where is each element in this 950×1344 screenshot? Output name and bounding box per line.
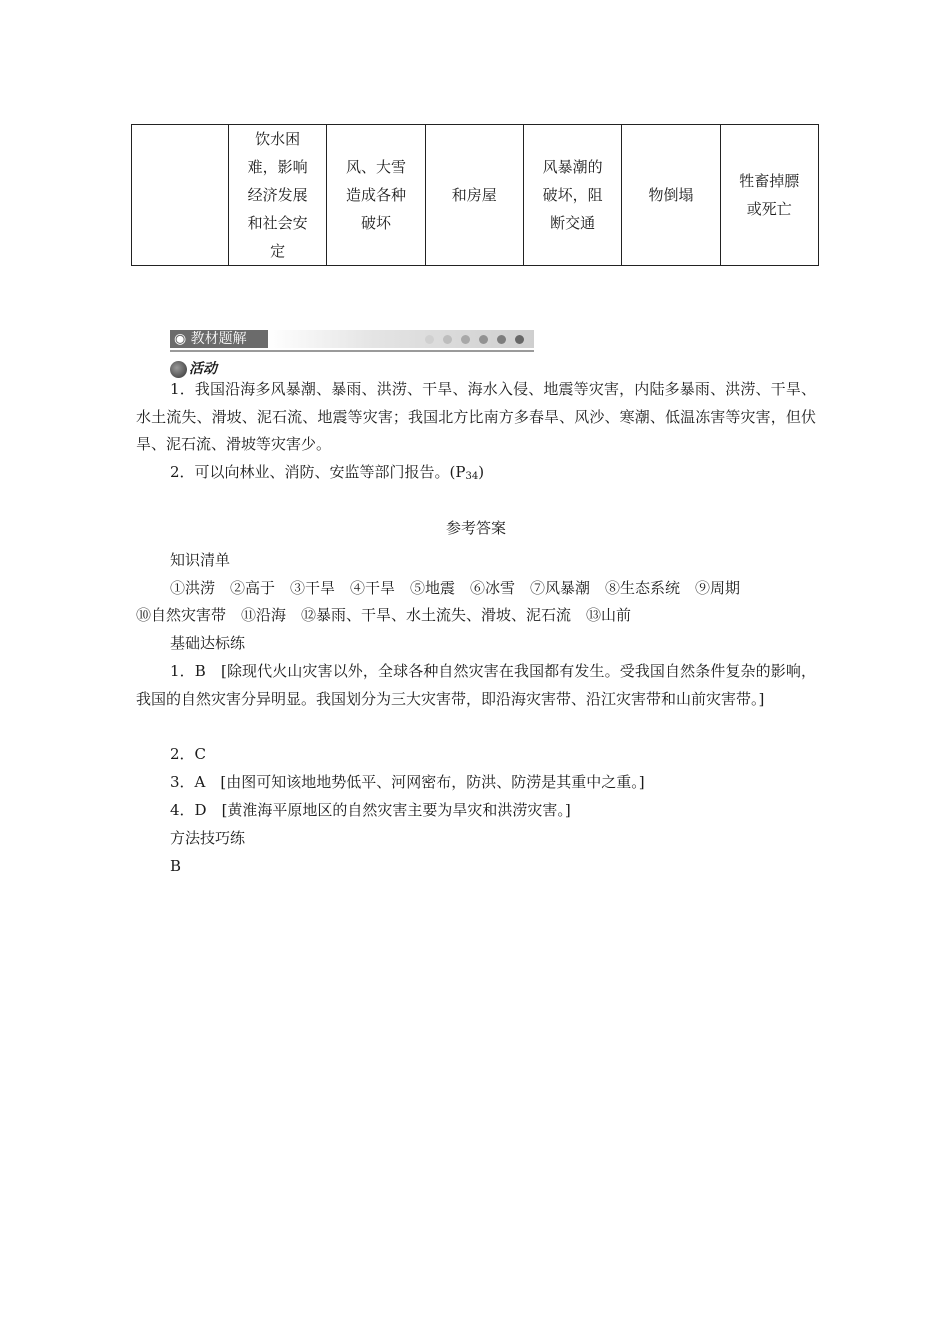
- dot-icon: [443, 335, 452, 344]
- activity-answer-2: [136, 459, 816, 491]
- knowledge-heading: 知识清单: [170, 551, 231, 569]
- basic-heading: 基础达标练: [170, 634, 246, 652]
- activity-answer-2-text: 2．可以向林业、消防、安监等部门报告。: [170, 463, 450, 481]
- table-cell-text: 牲畜掉膘或死亡: [739, 172, 800, 218]
- table-row: [132, 125, 819, 266]
- table-cell-text: 风、大雪造成各种破坏: [345, 158, 406, 232]
- dot-icon: [515, 335, 524, 344]
- basic-answer-1: 1．B [除现代火山灾害以外，全球各种自然灾害在我国都有发生。受我国自然条件复杂的影响，我国的自然灾害分异明显。我国划分为三大灾害带，即沿海灾害带、沿江灾害带和山前灾害带。]: [136, 662, 816, 708]
- table-cell: [425, 125, 523, 266]
- table-cell-text: 物倒塌: [648, 186, 694, 204]
- table-cell-text: 风暴潮的破坏，阻断交通: [542, 158, 603, 232]
- disaster-impact-table: [131, 124, 819, 266]
- activity-answer-1: 1．我国沿海多风暴潮、暴雨、洪涝、干旱、海水入侵、地震等灾害，内陆多暴雨、洪涝、干旱、水土流失、滑坡、泥石流、地震等灾害；我国北方比南方多春旱、风沙、寒潮、低温冻害等灾害，但伏旱、泥石流、滑坡等灾害少。: [136, 380, 816, 453]
- page-ref-close: ): [478, 463, 485, 481]
- table-cell: [523, 125, 621, 266]
- banner-bar: [268, 330, 534, 348]
- answers-heading: 参考答案: [445, 519, 506, 537]
- dot-icon: [479, 335, 488, 344]
- page-ref-number: 34: [465, 471, 479, 482]
- banner-underline: [170, 350, 534, 352]
- table-cell-text: 和房屋: [451, 186, 497, 204]
- decorative-dots: [425, 335, 524, 344]
- knowledge-line-1: ①洪涝 ②高于 ③干旱 ④干旱 ⑤地震 ⑥冰雪 ⑦风暴潮 ⑧生态系统 ⑨周期: [170, 579, 741, 597]
- table-cell-text: 饮水困难，影响经济发展和社会安定: [247, 130, 308, 260]
- dot-icon: [497, 335, 506, 344]
- method-answer: B: [170, 857, 182, 875]
- table-cell: [132, 125, 229, 266]
- table-cell: [229, 125, 327, 266]
- section-banner: [170, 330, 534, 350]
- activity-label-text: 活动: [189, 361, 217, 377]
- table-cell: [720, 125, 818, 266]
- target-icon: ◉: [174, 331, 187, 347]
- section-title: [170, 330, 268, 348]
- dot-icon: [461, 335, 470, 344]
- section-title-text: 教材题解: [190, 331, 247, 347]
- knowledge-line-2: ⑩自然灾害带 ⑪沿海 ⑫暴雨、干旱、水土流失、滑坡、泥石流 ⑬山前: [136, 606, 632, 624]
- basic-answer-3: 3．A [由图可知该地地势低平、河网密布，防洪、防涝是其重中之重。]: [170, 773, 645, 791]
- dot-icon: [425, 335, 434, 344]
- table-cell: [327, 125, 425, 266]
- basic-answer-2: 2．C: [170, 745, 207, 763]
- table-cell: [622, 125, 720, 266]
- activity-icon: [170, 361, 187, 378]
- method-heading: 方法技巧练: [170, 829, 246, 847]
- basic-answer-4: 4．D [黄淮海平原地区的自然灾害主要为旱灾和洪涝灾害。]: [170, 801, 571, 819]
- page-ref-open: (P: [449, 463, 466, 481]
